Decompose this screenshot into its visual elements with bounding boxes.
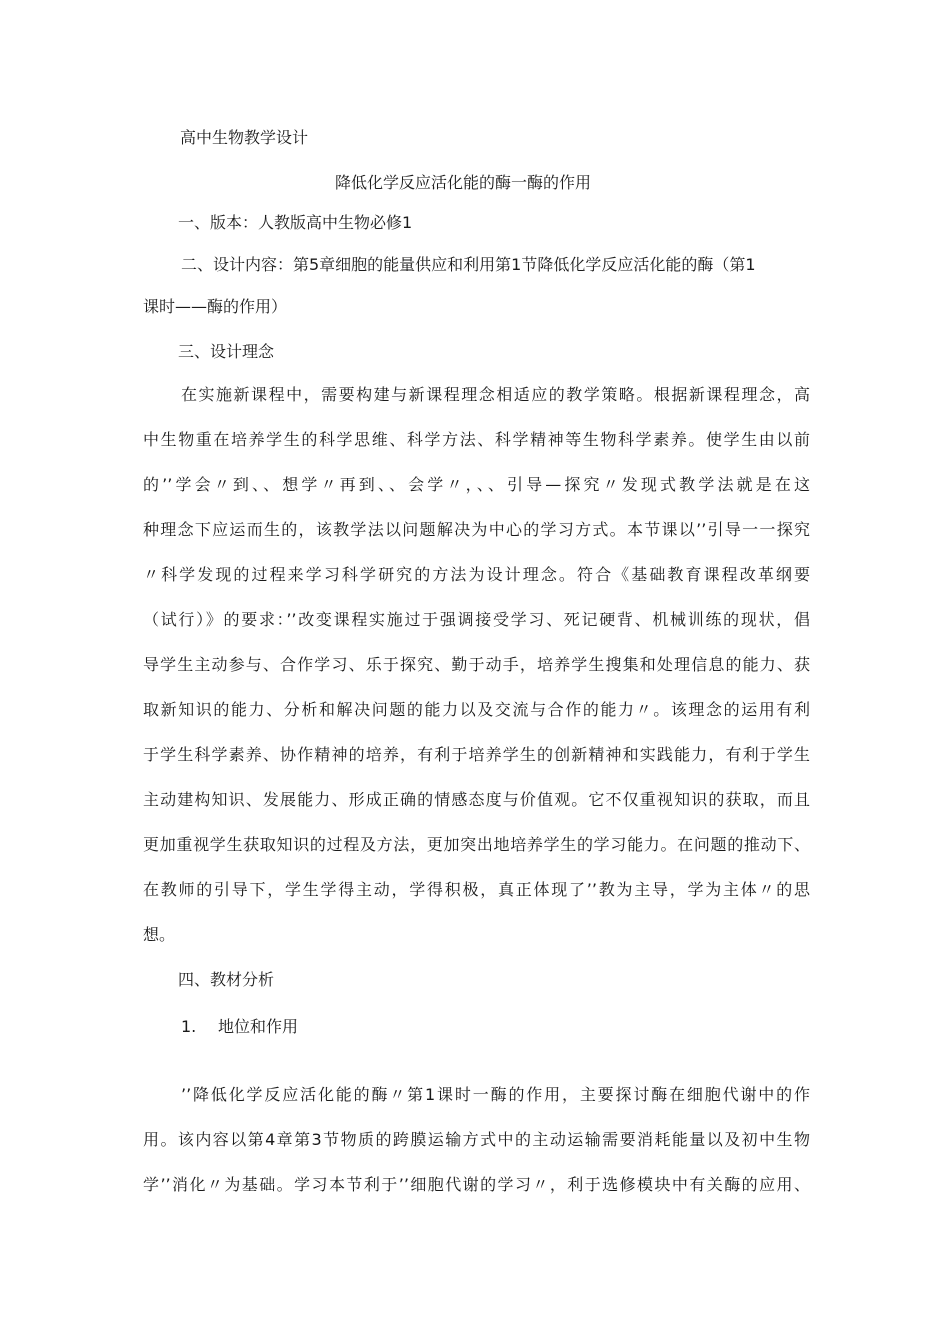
version-line: 一、版本：人教版高中生物必修1 <box>178 213 413 232</box>
concept-paragraph-line: 的’’学会〃到、、想学〃再到、、会学〃，、、引导—探究〃发现式教学法就是在这 <box>143 475 810 494</box>
role-paragraph-line: ’’降低化学反应活化能的酶〃第1课时一酶的作用，主要探讨酶在细胞代谢中的作 <box>181 1085 810 1104</box>
concept-paragraph-line: 导学生主动参与、合作学习、乐于探究、勤于动手，培养学生搜集和处理信息的能力、获 <box>143 655 810 674</box>
concept-paragraph-line: 在实施新课程中，需要构建与新课程理念相适应的教学策略。根据新课程理念，高 <box>181 385 810 404</box>
design-content-line-1: 二、设计内容：第5章细胞的能量供应和利用第1节降低化学反应活化能的酶（第1 <box>181 255 756 274</box>
document-header: 高中生物教学设计 <box>180 128 309 147</box>
concept-paragraph-line: （试行）》的要求：’’改变课程实施过于强调接受学习、死记硬背、机械训练的现状，倡 <box>143 610 810 629</box>
material-analysis-heading: 四、教材分析 <box>178 970 275 989</box>
document-title: 降低化学反应活化能的酶一酶的作用 <box>335 173 592 192</box>
design-concept-heading: 三、设计理念 <box>178 342 275 361</box>
concept-paragraph-line: 种理念下应运而生的，该教学法以问题解决为中心的学习方式。本节课以’’引导一一探究 <box>143 520 810 539</box>
subsection-title: 地位和作用 <box>218 1017 299 1036</box>
concept-paragraph-line: 在教师的引导下，学生学得主动，学得积极，真正体现了’’教为主导，学为主体〃的思 <box>143 880 810 899</box>
concept-paragraph-line: 想。 <box>143 925 176 944</box>
concept-paragraph-line: 取新知识的能力、分析和解决问题的能力以及交流与合作的能力〃。该理念的运用有利 <box>143 700 810 719</box>
role-paragraph-line: 用。该内容以第4章第3节物质的跨膜运输方式中的主动运输需要消耗能量以及初中生物 <box>143 1130 810 1149</box>
design-content-line-2: 课时——酶的作用） <box>143 297 288 316</box>
concept-paragraph-line: 于学生科学素养、协作精神的培养，有利于培养学生的创新精神和实践能力，有利于学生 <box>143 745 810 764</box>
concept-paragraph-line: 主动建构知识、发展能力、形成正确的情感态度与价值观。它不仅重视知识的获取，而且 <box>143 790 810 809</box>
role-paragraph-line: 学’’消化〃为基础。学习本节利于’’细胞代谢的学习〃，利于选修模块中有关酶的应用、 <box>143 1175 810 1194</box>
concept-paragraph-line: 〃科学发现的过程来学习科学研究的方法为设计理念。符合《基础教育课程改革纲要 <box>143 565 810 584</box>
concept-paragraph-line: 更加重视学生获取知识的过程及方法，更加突出地培养学生的学习能力。在问题的推动下、 <box>143 835 810 854</box>
concept-paragraph-line: 中生物重在培养学生的科学思维、科学方法、科学精神等生物科学素养。使学生由以前 <box>143 430 810 449</box>
subsection-number: 1. <box>181 1017 197 1036</box>
